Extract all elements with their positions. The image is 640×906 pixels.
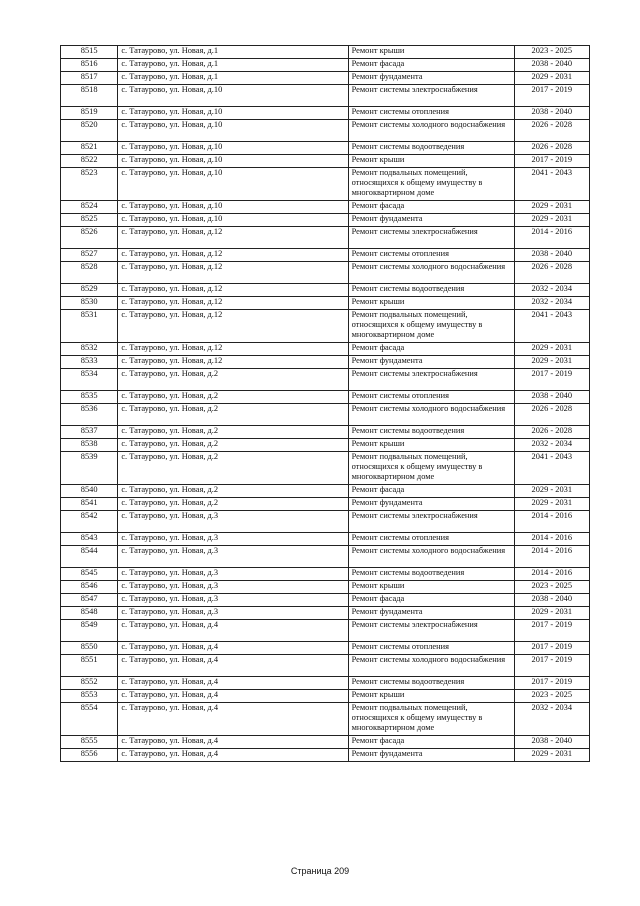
period-cell: 2023 - 2025 bbox=[514, 690, 589, 703]
period-cell: 2038 - 2040 bbox=[514, 107, 589, 120]
row-number-cell: 8534 bbox=[61, 369, 118, 391]
work-type-cell: Ремонт системы отопления bbox=[348, 391, 514, 404]
work-type-cell: Ремонт подвальных помещений, относящихся к общему имуществу в многоквартирном доме bbox=[348, 703, 514, 736]
period-cell: 2038 - 2040 bbox=[514, 249, 589, 262]
row-number-cell: 8544 bbox=[61, 546, 118, 568]
address-cell: с. Татаурово, ул. Новая, д.3 bbox=[118, 568, 348, 581]
row-number-cell: 8540 bbox=[61, 485, 118, 498]
address-cell: с. Татаурово, ул. Новая, д.4 bbox=[118, 620, 348, 642]
address-cell: с. Татаурово, ул. Новая, д.2 bbox=[118, 452, 348, 485]
table-row bbox=[61, 439, 590, 452]
work-type-cell: Ремонт системы отопления bbox=[348, 249, 514, 262]
table-row bbox=[61, 310, 590, 343]
work-type-cell: Ремонт системы электроснабжения bbox=[348, 85, 514, 107]
work-type-cell: Ремонт крыши bbox=[348, 439, 514, 452]
work-type-cell: Ремонт фасада bbox=[348, 736, 514, 749]
work-type-cell: Ремонт крыши bbox=[348, 581, 514, 594]
table-row bbox=[61, 533, 590, 546]
address-cell: с. Татаурово, ул. Новая, д.12 bbox=[118, 227, 348, 249]
period-cell: 2041 - 2043 bbox=[514, 452, 589, 485]
work-type-cell: Ремонт фасада bbox=[348, 594, 514, 607]
row-number-cell: 8550 bbox=[61, 642, 118, 655]
address-cell: с. Татаурово, ул. Новая, д.2 bbox=[118, 404, 348, 426]
table-row bbox=[61, 620, 590, 642]
address-cell: с. Татаурово, ул. Новая, д.10 bbox=[118, 85, 348, 107]
row-number-cell: 8522 bbox=[61, 155, 118, 168]
address-cell: с. Татаурово, ул. Новая, д.4 bbox=[118, 690, 348, 703]
address-cell: с. Татаурово, ул. Новая, д.2 bbox=[118, 439, 348, 452]
work-type-cell: Ремонт фундамента bbox=[348, 214, 514, 227]
address-cell: с. Татаурово, ул. Новая, д.4 bbox=[118, 655, 348, 677]
period-cell: 2029 - 2031 bbox=[514, 749, 589, 762]
table-row bbox=[61, 485, 590, 498]
table-row bbox=[61, 262, 590, 284]
table-row bbox=[61, 369, 590, 391]
table-row bbox=[61, 498, 590, 511]
address-cell: с. Татаурово, ул. Новая, д.4 bbox=[118, 642, 348, 655]
table-row bbox=[61, 85, 590, 107]
period-cell: 2017 - 2019 bbox=[514, 677, 589, 690]
address-cell: с. Татаурово, ул. Новая, д.12 bbox=[118, 284, 348, 297]
row-number-cell: 8547 bbox=[61, 594, 118, 607]
work-type-cell: Ремонт системы отопления bbox=[348, 533, 514, 546]
row-number-cell: 8553 bbox=[61, 690, 118, 703]
row-number-cell: 8517 bbox=[61, 72, 118, 85]
work-type-cell: Ремонт системы электроснабжения bbox=[348, 620, 514, 642]
period-cell: 2023 - 2025 bbox=[514, 581, 589, 594]
row-number-cell: 8528 bbox=[61, 262, 118, 284]
row-number-cell: 8516 bbox=[61, 59, 118, 72]
address-cell: с. Татаурово, ул. Новая, д.10 bbox=[118, 155, 348, 168]
table-row bbox=[61, 581, 590, 594]
table-row bbox=[61, 391, 590, 404]
period-cell: 2026 - 2028 bbox=[514, 404, 589, 426]
row-number-cell: 8518 bbox=[61, 85, 118, 107]
row-number-cell: 8537 bbox=[61, 426, 118, 439]
row-number-cell: 8549 bbox=[61, 620, 118, 642]
period-cell: 2014 - 2016 bbox=[514, 227, 589, 249]
work-type-cell: Ремонт системы водоотведения bbox=[348, 284, 514, 297]
table-row bbox=[61, 703, 590, 736]
row-number-cell: 8531 bbox=[61, 310, 118, 343]
address-cell: с. Татаурово, ул. Новая, д.4 bbox=[118, 703, 348, 736]
row-number-cell: 8552 bbox=[61, 677, 118, 690]
table-row bbox=[61, 155, 590, 168]
address-cell: с. Татаурово, ул. Новая, д.2 bbox=[118, 498, 348, 511]
table-row bbox=[61, 142, 590, 155]
row-number-cell: 8515 bbox=[61, 46, 118, 59]
work-type-cell: Ремонт подвальных помещений, относящихся к общему имуществу в многоквартирном доме bbox=[348, 168, 514, 201]
work-type-cell: Ремонт системы холодного водоснабжения bbox=[348, 262, 514, 284]
period-cell: 2029 - 2031 bbox=[514, 72, 589, 85]
work-type-cell: Ремонт фундамента bbox=[348, 72, 514, 85]
table-row bbox=[61, 227, 590, 249]
row-number-cell: 8527 bbox=[61, 249, 118, 262]
address-cell: с. Татаурово, ул. Новая, д.4 bbox=[118, 749, 348, 762]
period-cell: 2014 - 2016 bbox=[514, 533, 589, 546]
period-cell: 2041 - 2043 bbox=[514, 310, 589, 343]
table-row bbox=[61, 426, 590, 439]
table-row bbox=[61, 59, 590, 72]
table-row bbox=[61, 214, 590, 227]
work-type-cell: Ремонт фасада bbox=[348, 59, 514, 72]
page-number: Страница 209 bbox=[290, 866, 350, 876]
address-cell: с. Татаурово, ул. Новая, д.3 bbox=[118, 594, 348, 607]
period-cell: 2017 - 2019 bbox=[514, 642, 589, 655]
table-row bbox=[61, 677, 590, 690]
address-cell: с. Татаурово, ул. Новая, д.1 bbox=[118, 72, 348, 85]
period-cell: 2017 - 2019 bbox=[514, 620, 589, 642]
work-type-cell: Ремонт системы холодного водоснабжения bbox=[348, 546, 514, 568]
table-row bbox=[61, 46, 590, 59]
address-cell: с. Татаурово, ул. Новая, д.3 bbox=[118, 511, 348, 533]
address-cell: с. Татаурово, ул. Новая, д.12 bbox=[118, 262, 348, 284]
address-cell: с. Татаурово, ул. Новая, д.12 bbox=[118, 249, 348, 262]
address-cell: с. Татаурово, ул. Новая, д.2 bbox=[118, 485, 348, 498]
table-row bbox=[61, 120, 590, 142]
address-cell: с. Татаурово, ул. Новая, д.12 bbox=[118, 297, 348, 310]
table-row bbox=[61, 72, 590, 85]
table-row bbox=[61, 297, 590, 310]
work-type-cell: Ремонт крыши bbox=[348, 155, 514, 168]
table-row bbox=[61, 249, 590, 262]
address-cell: с. Татаурово, ул. Новая, д.10 bbox=[118, 214, 348, 227]
address-cell: с. Татаурово, ул. Новая, д.4 bbox=[118, 677, 348, 690]
table-row bbox=[61, 356, 590, 369]
period-cell: 2017 - 2019 bbox=[514, 655, 589, 677]
work-type-cell: Ремонт фасада bbox=[348, 343, 514, 356]
period-cell: 2038 - 2040 bbox=[514, 59, 589, 72]
address-cell: с. Татаурово, ул. Новая, д.10 bbox=[118, 142, 348, 155]
work-type-cell: Ремонт системы холодного водоснабжения bbox=[348, 120, 514, 142]
row-number-cell: 8525 bbox=[61, 214, 118, 227]
period-cell: 2029 - 2031 bbox=[514, 607, 589, 620]
table-row bbox=[61, 452, 590, 485]
period-cell: 2032 - 2034 bbox=[514, 439, 589, 452]
row-number-cell: 8556 bbox=[61, 749, 118, 762]
row-number-cell: 8542 bbox=[61, 511, 118, 533]
work-type-cell: Ремонт фасада bbox=[348, 201, 514, 214]
address-cell: с. Татаурово, ул. Новая, д.10 bbox=[118, 120, 348, 142]
work-type-cell: Ремонт системы электроснабжения bbox=[348, 511, 514, 533]
period-cell: 2029 - 2031 bbox=[514, 343, 589, 356]
work-type-cell: Ремонт системы электроснабжения bbox=[348, 227, 514, 249]
period-cell: 2017 - 2019 bbox=[514, 155, 589, 168]
address-cell: с. Татаурово, ул. Новая, д.10 bbox=[118, 107, 348, 120]
address-cell: с. Татаурово, ул. Новая, д.2 bbox=[118, 369, 348, 391]
period-cell: 2014 - 2016 bbox=[514, 568, 589, 581]
repair-schedule-table bbox=[60, 45, 590, 762]
row-number-cell: 8520 bbox=[61, 120, 118, 142]
row-number-cell: 8523 bbox=[61, 168, 118, 201]
period-cell: 2026 - 2028 bbox=[514, 426, 589, 439]
work-type-cell: Ремонт системы водоотведения bbox=[348, 142, 514, 155]
table-row bbox=[61, 568, 590, 581]
work-type-cell: Ремонт фундамента bbox=[348, 498, 514, 511]
table-row bbox=[61, 594, 590, 607]
row-number-cell: 8555 bbox=[61, 736, 118, 749]
row-number-cell: 8524 bbox=[61, 201, 118, 214]
period-cell: 2014 - 2016 bbox=[514, 511, 589, 533]
address-cell: с. Татаурово, ул. Новая, д.10 bbox=[118, 201, 348, 214]
address-cell: с. Татаурово, ул. Новая, д.12 bbox=[118, 343, 348, 356]
row-number-cell: 8548 bbox=[61, 607, 118, 620]
period-cell: 2017 - 2019 bbox=[514, 369, 589, 391]
period-cell: 2014 - 2016 bbox=[514, 546, 589, 568]
period-cell: 2026 - 2028 bbox=[514, 120, 589, 142]
table-row bbox=[61, 655, 590, 677]
row-number-cell: 8521 bbox=[61, 142, 118, 155]
table-row bbox=[61, 642, 590, 655]
period-cell: 2023 - 2025 bbox=[514, 46, 589, 59]
address-cell: с. Татаурово, ул. Новая, д.3 bbox=[118, 533, 348, 546]
table-row bbox=[61, 168, 590, 201]
table-row bbox=[61, 284, 590, 297]
row-number-cell: 8535 bbox=[61, 391, 118, 404]
work-type-cell: Ремонт системы водоотведения bbox=[348, 677, 514, 690]
work-type-cell: Ремонт фундамента bbox=[348, 356, 514, 369]
row-number-cell: 8551 bbox=[61, 655, 118, 677]
work-type-cell: Ремонт системы холодного водоснабжения bbox=[348, 655, 514, 677]
work-type-cell: Ремонт системы водоотведения bbox=[348, 426, 514, 439]
work-type-cell: Ремонт фундамента bbox=[348, 607, 514, 620]
table-row bbox=[61, 690, 590, 703]
period-cell: 2026 - 2028 bbox=[514, 142, 589, 155]
work-type-cell: Ремонт подвальных помещений, относящихся к общему имуществу в многоквартирном доме bbox=[348, 310, 514, 343]
address-cell: с. Татаурово, ул. Новая, д.10 bbox=[118, 168, 348, 201]
address-cell: с. Татаурово, ул. Новая, д.1 bbox=[118, 59, 348, 72]
work-type-cell: Ремонт фундамента bbox=[348, 749, 514, 762]
table-body bbox=[61, 46, 590, 762]
row-number-cell: 8530 bbox=[61, 297, 118, 310]
work-type-cell: Ремонт крыши bbox=[348, 690, 514, 703]
work-type-cell: Ремонт системы водоотведения bbox=[348, 568, 514, 581]
row-number-cell: 8546 bbox=[61, 581, 118, 594]
address-cell: с. Татаурово, ул. Новая, д.2 bbox=[118, 391, 348, 404]
table-row bbox=[61, 343, 590, 356]
table-row bbox=[61, 749, 590, 762]
period-cell: 2038 - 2040 bbox=[514, 391, 589, 404]
period-cell: 2041 - 2043 bbox=[514, 168, 589, 201]
row-number-cell: 8538 bbox=[61, 439, 118, 452]
table-row bbox=[61, 107, 590, 120]
period-cell: 2032 - 2034 bbox=[514, 284, 589, 297]
work-type-cell: Ремонт крыши bbox=[348, 46, 514, 59]
work-type-cell: Ремонт системы холодного водоснабжения bbox=[348, 404, 514, 426]
period-cell: 2017 - 2019 bbox=[514, 85, 589, 107]
period-cell: 2038 - 2040 bbox=[514, 736, 589, 749]
address-cell: с. Татаурово, ул. Новая, д.4 bbox=[118, 736, 348, 749]
address-cell: с. Татаурово, ул. Новая, д.3 bbox=[118, 607, 348, 620]
period-cell: 2026 - 2028 bbox=[514, 262, 589, 284]
row-number-cell: 8529 bbox=[61, 284, 118, 297]
address-cell: с. Татаурово, ул. Новая, д.2 bbox=[118, 426, 348, 439]
row-number-cell: 8526 bbox=[61, 227, 118, 249]
row-number-cell: 8532 bbox=[61, 343, 118, 356]
row-number-cell: 8533 bbox=[61, 356, 118, 369]
row-number-cell: 8543 bbox=[61, 533, 118, 546]
period-cell: 2032 - 2034 bbox=[514, 703, 589, 736]
work-type-cell: Ремонт системы отопления bbox=[348, 107, 514, 120]
work-type-cell: Ремонт крыши bbox=[348, 297, 514, 310]
work-type-cell: Ремонт системы отопления bbox=[348, 642, 514, 655]
row-number-cell: 8541 bbox=[61, 498, 118, 511]
period-cell: 2029 - 2031 bbox=[514, 498, 589, 511]
table-row bbox=[61, 546, 590, 568]
table-row bbox=[61, 201, 590, 214]
work-type-cell: Ремонт подвальных помещений, относящихся к общему имуществу в многоквартирном доме bbox=[348, 452, 514, 485]
period-cell: 2029 - 2031 bbox=[514, 214, 589, 227]
row-number-cell: 8536 bbox=[61, 404, 118, 426]
address-cell: с. Татаурово, ул. Новая, д.3 bbox=[118, 581, 348, 594]
table-row bbox=[61, 607, 590, 620]
work-type-cell: Ремонт системы электроснабжения bbox=[348, 369, 514, 391]
period-cell: 2029 - 2031 bbox=[514, 485, 589, 498]
table-row bbox=[61, 404, 590, 426]
period-cell: 2029 - 2031 bbox=[514, 201, 589, 214]
period-cell: 2029 - 2031 bbox=[514, 356, 589, 369]
address-cell: с. Татаурово, ул. Новая, д.12 bbox=[118, 356, 348, 369]
address-cell: с. Татаурово, ул. Новая, д.1 bbox=[118, 46, 348, 59]
row-number-cell: 8545 bbox=[61, 568, 118, 581]
work-type-cell: Ремонт фасада bbox=[348, 485, 514, 498]
row-number-cell: 8519 bbox=[61, 107, 118, 120]
period-cell: 2038 - 2040 bbox=[514, 594, 589, 607]
table-row bbox=[61, 511, 590, 533]
period-cell: 2032 - 2034 bbox=[514, 297, 589, 310]
row-number-cell: 8554 bbox=[61, 703, 118, 736]
row-number-cell: 8539 bbox=[61, 452, 118, 485]
table-row bbox=[61, 736, 590, 749]
address-cell: с. Татаурово, ул. Новая, д.12 bbox=[118, 310, 348, 343]
address-cell: с. Татаурово, ул. Новая, д.3 bbox=[118, 546, 348, 568]
